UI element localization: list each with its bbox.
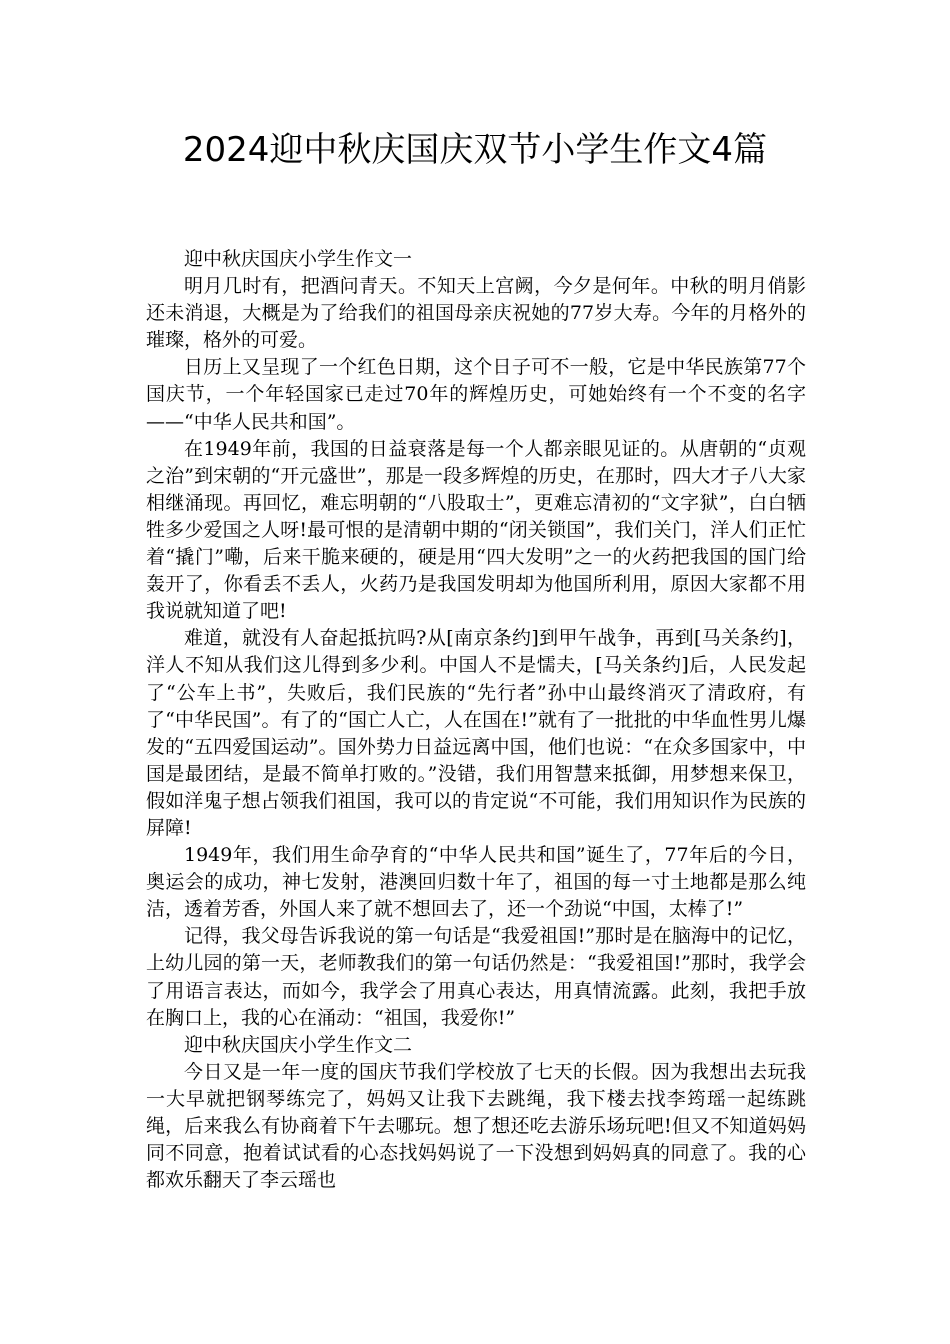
document-body <box>146 246 806 1194</box>
paragraph: 日历上又呈现了一个红色日期，这个日子可不一般，它是中华民族第77个国庆节，一个年轻国家已走过70年的辉煌历史，可她始终有一个不变的名字——“中华人民共和国”。 <box>146 356 806 433</box>
paragraph: 在1949年前，我国的日益衰落是每一个人都亲眼见证的。从唐朝的“贞观之治”到宋朝的“开元盛世”，那是一段多辉煌的历史，在那时，四大才子八大家相继涌现。再回忆，难忘明朝的“八股取士”，更难忘清初的“文字狱”，白白牺牲多少爱国之人呀!最可恨的是清朝中期的“闭关锁国”，我们关门，洋人们正忙着“撬门”嘞，后来干脆来硬的，硬是用“四大发明”之一的火药把我国的国门给轰开了，你看丢不丢人，火药乃是我国发明却为他国所利用，原因大家都不用我说就知道了吧! <box>146 437 806 623</box>
document-title: 2024迎中秋庆国庆双节小学生作文4篇 <box>182 130 768 170</box>
paragraph: 今日又是一年一度的国庆节我们学校放了七天的长假。因为我想出去玩我一大早就把钢琴练完了，妈妈又让我下去跳绳，我下楼去找李筠瑶一起练跳绳，后来我么有协商着下午去哪玩。想了想还吃去游乐场玩吧!但又不知道妈妈同不同意，抱着试试看的心态找妈妈说了一下没想到妈妈真的同意了。我的心都欢乐翻天了李云瑶也 <box>146 1060 806 1192</box>
paragraph: 记得，我父母告诉我说的第一句话是“我爱祖国!”那时是在脑海中的记忆，上幼儿园的第一天，老师教我们的第一句话仍然是：“我爱祖国!”那时，我学会了用语言表达，而如今，我学会了用真心表达，用真情流露。此刻，我把手放在胸口上，我的心在涌动：“祖国，我爱你!” <box>146 925 806 1029</box>
paragraph: 难道，就没有人奋起抵抗吗?从[南京条约]到甲午战争，再到[马关条约]，洋人不知从我们这儿得到多少利。中国人不是懦夫，[马关条约]后，人民发起了“公车上书”，失败后，我们民族的“先行者”孙中山最终消灭了清政府，有了“中华民国”。有了的“国亡人亡，人在国在!”就有了一批批的中华血性男儿爆发的“五四爱国运动”。国外势力日益远离中国，他们也说：“在众多国家中，中国是最团结，是最不简单打败的。”没错，我们用智慧来抵御，用梦想来保卫，假如洋鬼子想占领我们祖国，我可以的肯定说“不可能，我们用知识作为民族的屏障! <box>146 627 806 839</box>
section-heading-2: 迎中秋庆国庆小学生作文二 <box>184 1033 413 1056</box>
paragraph: 明月几时有，把酒问青天。不知天上宫阙，今夕是何年。中秋的明月俏影还未消退，大概是为了给我们的祖国母亲庆祝她的77岁大寿。今年的月格外的璀璨，格外的可爱。 <box>146 275 806 352</box>
paragraph: 1949年，我们用生命孕育的“中华人民共和国”诞生了，77年后的今日，奥运会的成功，神七发射，港澳回归数十年了，祖国的每一寸土地都是那么纯洁，透着芳香，外国人来了就不想回去了，还一个劲说“中国，太棒了!” <box>146 844 806 921</box>
section-heading-1: 迎中秋庆国庆小学生作文一 <box>184 248 413 270</box>
